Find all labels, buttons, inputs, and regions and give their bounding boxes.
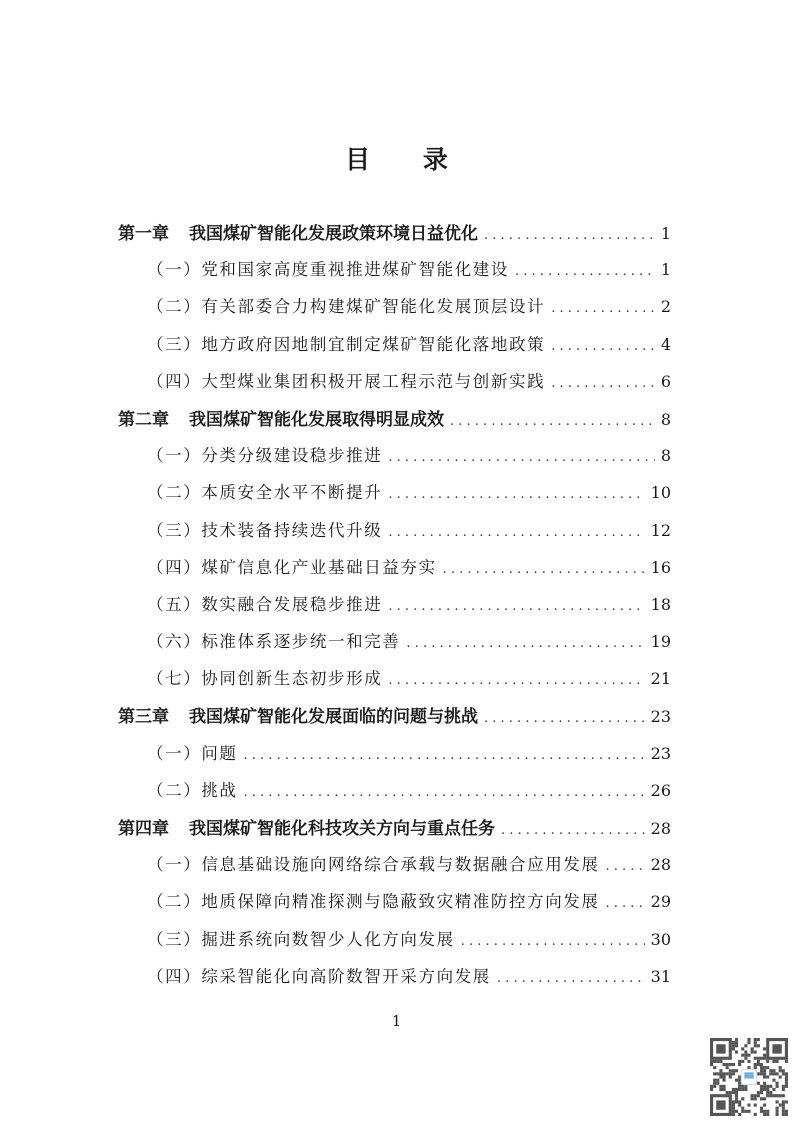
toc-entry-prefix: （四） [147,371,202,391]
toc-entry-prefix: （六） [147,632,202,652]
toc-entry-page: 6 [660,371,671,391]
page-title: 目 录 [345,145,470,174]
toc-entry-page: 28 [650,819,671,838]
toc-entry-page: 1 [660,260,671,280]
qr-code-icon [710,1038,788,1116]
dot-leader [551,376,655,391]
toc-entry-prefix: （一） [147,855,202,875]
toc-entry-page: 19 [650,632,671,652]
toc-section-entry[interactable] [118,851,671,888]
toc-section-entry[interactable] [118,517,671,554]
toc-chapter-entry[interactable] [118,219,671,256]
dot-leader [388,525,644,540]
dot-leader [551,339,655,354]
dot-leader [388,450,655,465]
page-number: 1 [391,1012,402,1030]
toc-entry-title: 掘进系统向数智少人化方向发展 [201,929,455,949]
toc-entry-title: 大型煤业集团积极开展工程示范与创新实践 [201,371,546,391]
toc-entry-prefix: 第三章 [118,707,169,728]
toc-entry-prefix: 第二章 [118,409,169,430]
toc-entry-title: 分类分级建设稳步推进 [201,446,383,466]
toc-chapter-entry[interactable] [118,814,671,851]
toc-entry-page: 23 [650,743,671,763]
dot-leader [606,896,645,911]
dot-leader [484,711,645,726]
toc-chapter-entry[interactable] [118,405,671,442]
toc-entry-prefix: （四） [147,557,202,577]
toc-entry-title: 我国煤矿智能化发展政策环境日益优化 [189,224,478,244]
toc-entry-page: 29 [650,892,671,912]
toc-entry-prefix: （五） [147,594,202,614]
toc-entry-page: 18 [650,594,671,614]
toc-entry-title: 煤矿信息化产业基础日益夯实 [201,557,437,577]
toc-section-entry[interactable] [118,740,671,777]
toc-entry-page: 21 [650,669,671,689]
toc-section-entry[interactable] [118,777,671,814]
toc-entry-title: 技术装备持续迭代升级 [201,520,383,540]
dot-leader [244,748,645,763]
toc-entry-prefix: （二） [147,780,202,800]
toc-entry-prefix: 第四章 [118,819,169,839]
toc-entry-title: 问题 [201,743,238,763]
toc-section-entry[interactable] [118,331,671,368]
toc-section-entry[interactable] [118,368,671,405]
toc-entry-page: 8 [660,409,671,429]
toc-chapter-entry[interactable] [118,702,671,739]
toc-entry-page: 2 [660,297,671,317]
dot-leader [450,414,655,429]
toc-entry-page: 31 [650,966,671,986]
dot-leader [606,859,645,874]
toc-entry-prefix: （二） [147,297,202,317]
toc-entry-page: 12 [650,520,671,540]
toc-section-entry[interactable] [118,554,671,591]
toc-section-entry[interactable] [118,479,671,516]
toc-section-entry[interactable] [118,591,671,628]
toc-entry-title: 综采智能化向高阶数智开采方向发展 [201,966,491,986]
toc-entry-title: 党和国家高度重视推进煤矿智能化建设 [201,260,510,280]
toc-section-entry[interactable] [118,442,671,479]
toc-section-entry[interactable] [118,665,671,702]
toc-entry-prefix: （一） [147,446,202,466]
toc-entry-prefix: （四） [147,966,202,986]
toc-entry-page: 28 [650,855,671,875]
table-of-contents [118,219,671,1000]
toc-entry-page: 10 [650,483,671,503]
toc-entry-prefix: （三） [147,520,202,540]
toc-entry-title: 协同创新生态初步形成 [201,669,383,689]
toc-section-entry[interactable] [118,256,671,293]
dot-leader [388,599,644,614]
dot-leader [461,934,645,949]
dot-leader [551,301,655,316]
dot-leader [484,228,655,243]
toc-entry-title: 我国煤矿智能化科技攻关方向与重点任务 [189,819,495,839]
toc-entry-page: 26 [650,780,671,800]
toc-entry-title: 本质安全水平不断提升 [201,483,383,503]
toc-entry-prefix: （一） [147,743,202,763]
toc-section-entry[interactable] [118,293,671,330]
toc-entry-title: 地质保障向精准探测与隐蔽致灾精准防控方向发展 [201,892,600,912]
toc-section-entry[interactable] [118,888,671,925]
toc-entry-prefix: （二） [147,483,202,503]
toc-entry-page: 1 [660,224,671,243]
toc-section-entry[interactable] [118,963,671,1000]
toc-entry-page: 23 [650,707,671,727]
dot-leader [497,971,645,986]
toc-entry-page: 30 [650,929,671,949]
dot-leader [388,487,644,502]
toc-entry-title: 我国煤矿智能化发展面临的问题与挑战 [189,707,478,728]
toc-entry-prefix: （三） [147,334,202,354]
toc-entry-page: 4 [660,334,671,354]
dot-leader [515,264,655,279]
toc-entry-title: 数实融合发展稳步推进 [201,594,383,614]
toc-entry-prefix: （一） [147,260,202,280]
dot-leader [244,785,645,800]
toc-entry-title: 我国煤矿智能化发展取得明显成效 [189,409,444,430]
dot-leader [501,823,645,838]
toc-entry-page: 16 [650,557,671,577]
toc-entry-title: 有关部委合力构建煤矿智能化发展顶层设计 [201,297,546,317]
toc-entry-prefix: （三） [147,929,202,949]
toc-entry-prefix: （七） [147,669,202,689]
toc-entry-title: 标准体系逐步统一和完善 [201,632,401,652]
dot-leader [443,562,645,577]
toc-section-entry[interactable] [118,926,671,963]
toc-entry-page: 8 [660,446,671,466]
toc-section-entry[interactable] [118,628,671,665]
toc-entry-prefix: 第一章 [118,224,169,244]
dot-leader [388,673,644,688]
dot-leader [406,636,644,651]
toc-entry-title: 信息基础设施向网络综合承载与数据融合应用发展 [201,855,600,875]
toc-entry-prefix: （二） [147,892,202,912]
toc-entry-title: 挑战 [201,780,238,800]
toc-entry-title: 地方政府因地制宜制定煤矿智能化落地政策 [201,334,546,354]
